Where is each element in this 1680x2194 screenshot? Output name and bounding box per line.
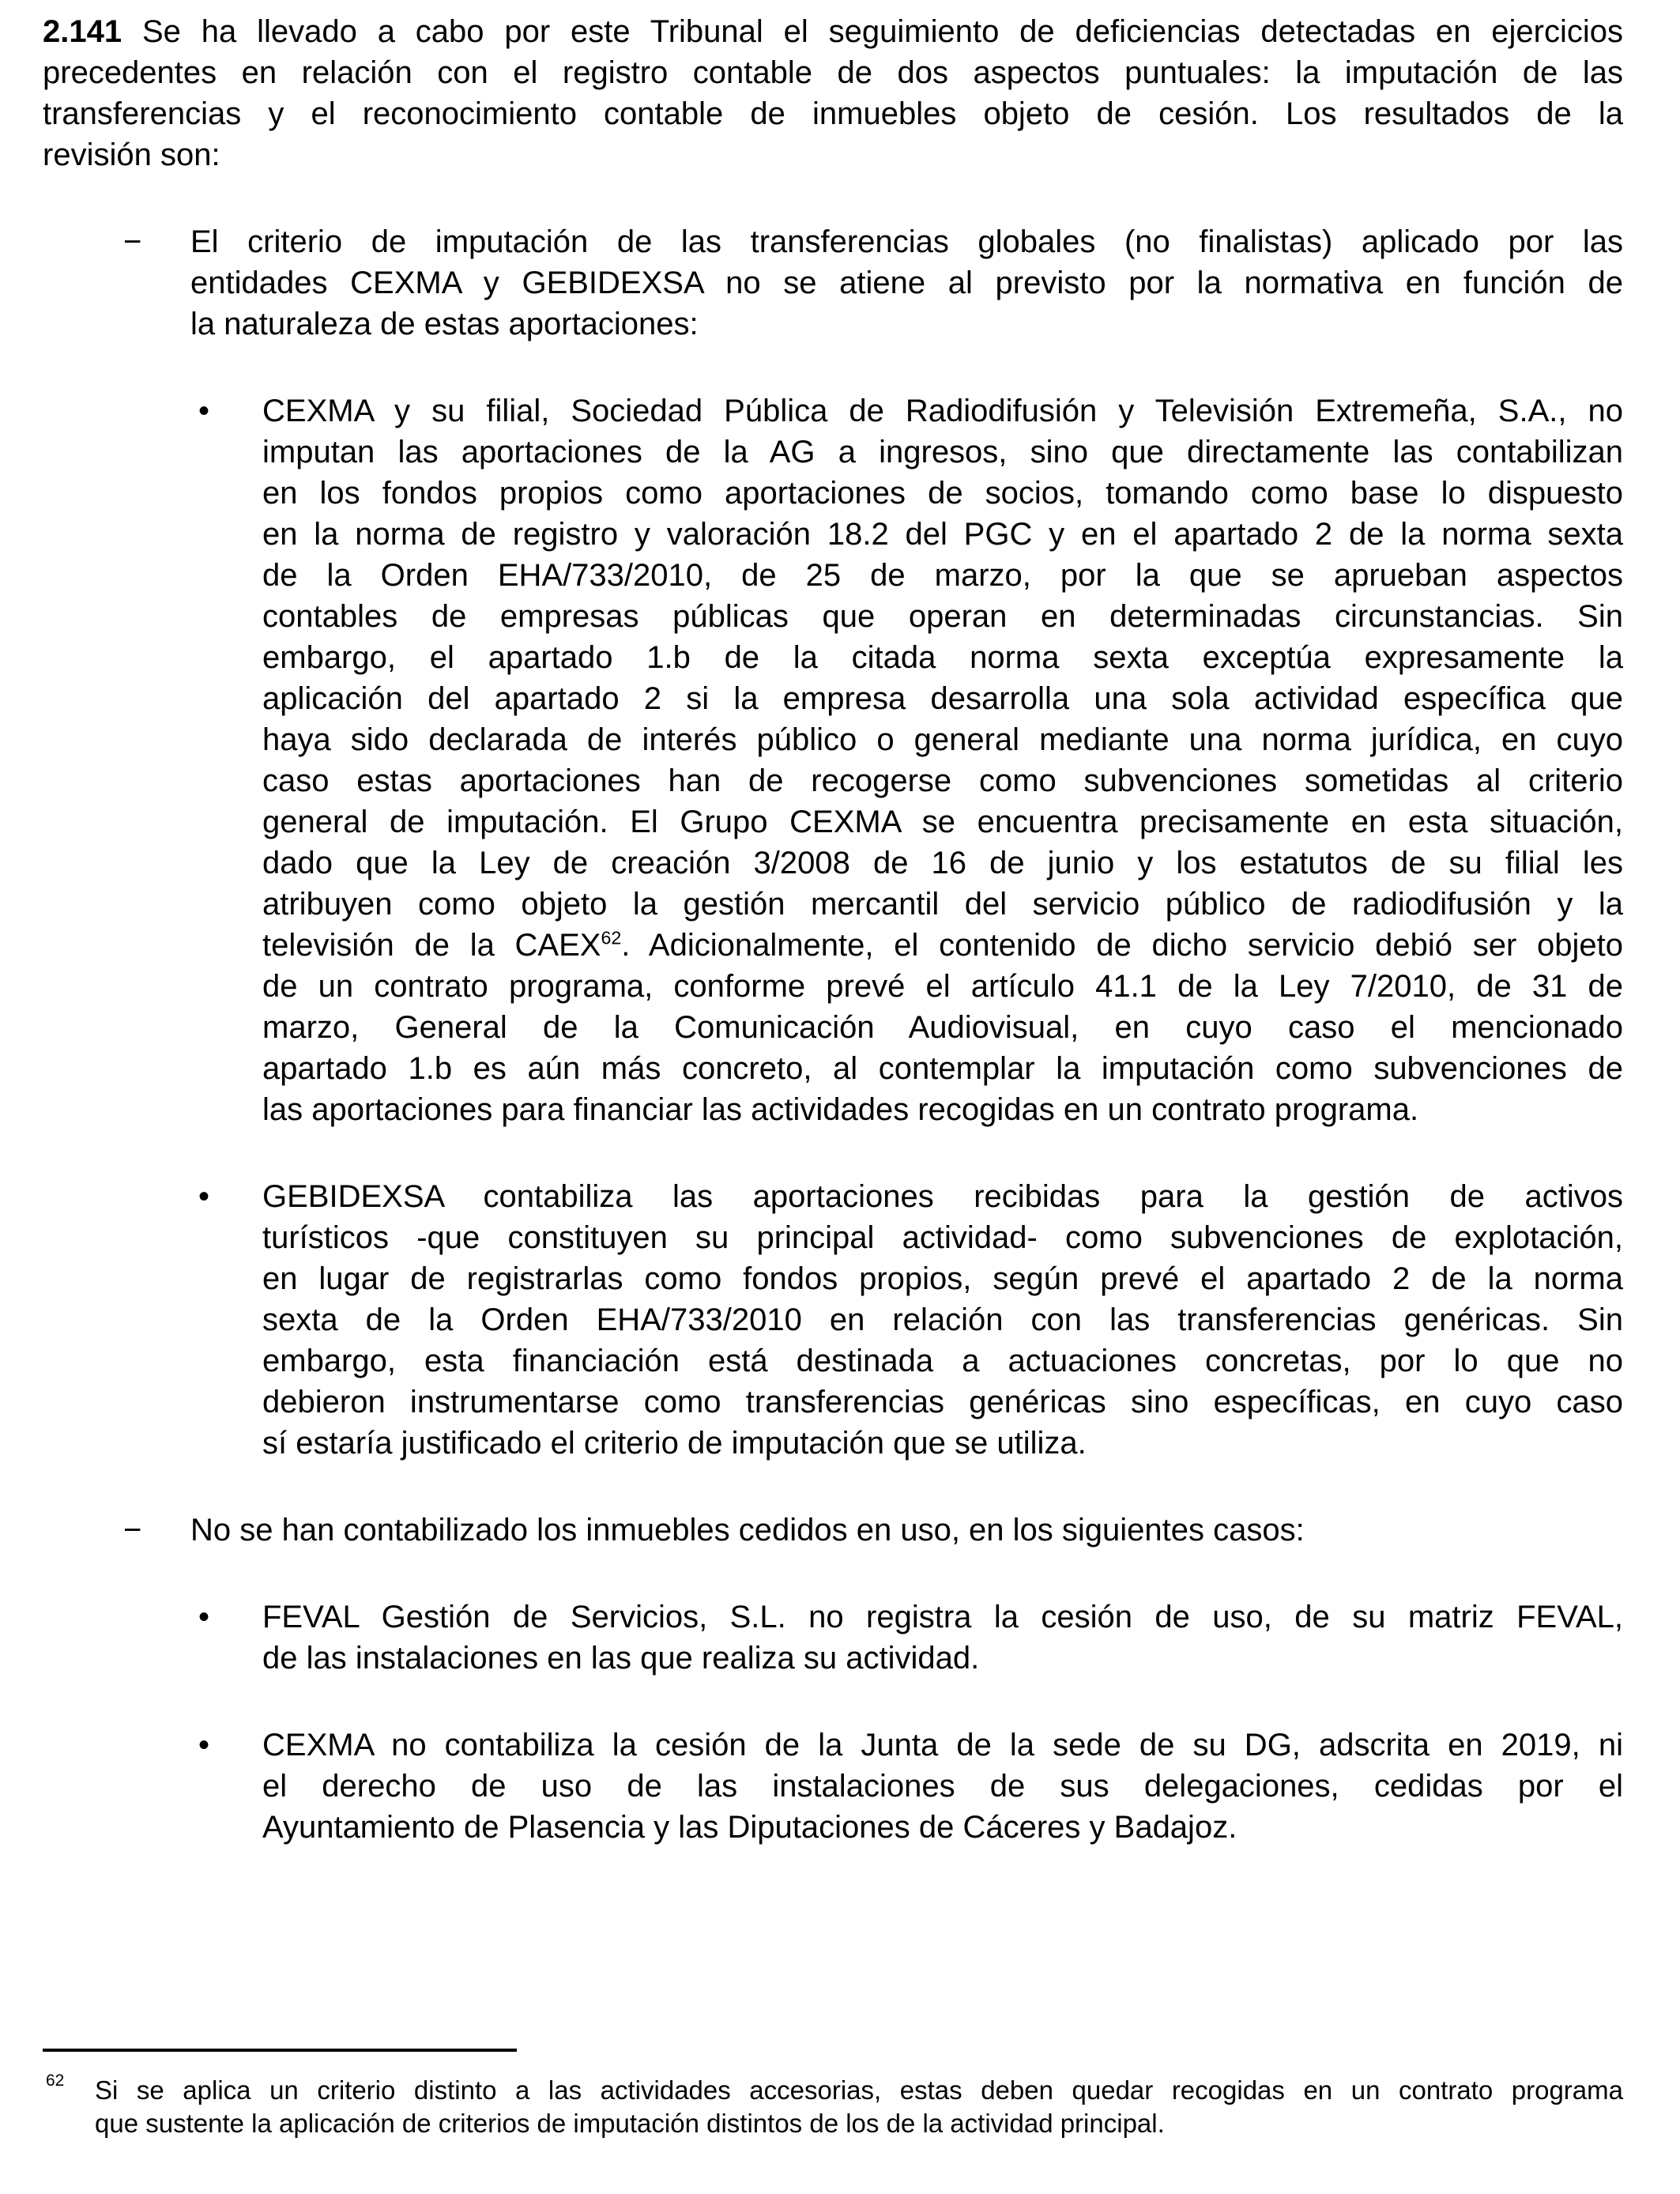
text-line: apartado 1.b es aún más concreto, al contemplar la imputación como subvenciones de xyxy=(262,1051,1623,1086)
text-line: sí estaría justificado el criterio de imputación que se utiliza. xyxy=(262,1426,1087,1461)
dash-marker: − xyxy=(123,1513,142,1547)
text-line: haya sido declarada de interés público o general mediante una norma jurídica, en cuyo xyxy=(262,722,1623,757)
list-item-dash xyxy=(43,221,1623,345)
text-line: CEXMA y su filial, Sociedad Pública de Radiodifusión y Televisión Extremeña, S.A., no xyxy=(262,394,1623,428)
list-item-bullet xyxy=(43,390,1623,1130)
bullet-marker: • xyxy=(198,1728,210,1762)
footnote-marker: 62 xyxy=(46,2071,65,2090)
bullet-marker: • xyxy=(198,1179,210,1214)
text-line: debieron instrumentarse como transferencias genéricas sino específicas, en cuyo caso xyxy=(262,1385,1623,1419)
bullet-marker: • xyxy=(198,394,210,428)
text-line: sexta de la Orden EHA/733/2010 en relación con las transferencias genéricas. Sin xyxy=(262,1302,1623,1337)
footnote-reference: 62 xyxy=(601,927,622,948)
text-line: contables de empresas públicas que operan en determinadas circunstancias. Sin xyxy=(262,599,1623,634)
text-line: en los fondos propios como aportaciones de socios, tomando como base lo dispuesto xyxy=(262,476,1623,511)
text-line: transferencias y el reconocimiento contable de inmuebles objeto de cesión. Los resultados de la xyxy=(43,96,1623,131)
text-line: turísticos -que constituyen su principal actividad- como subvenciones de explotación, xyxy=(262,1220,1623,1255)
footnote-line: Si se aplica un criterio distinto a las actividades accesorias, estas deben quedar recogidas en un contrato programa xyxy=(95,2075,1623,2105)
text-line: aplicación del apartado 2 si la empresa desarrolla una sola actividad específica que xyxy=(262,681,1623,716)
text-line: el derecho de uso de las instalaciones de sus delegaciones, cedidas por el xyxy=(262,1769,1623,1804)
text-line: dado que la Ley de creación 3/2008 de 16 de junio y los estatutos de su filial les xyxy=(262,846,1623,880)
text-line: atribuyen como objeto la gestión mercantil del servicio público de radiodifusión y la xyxy=(262,887,1623,922)
text-line: FEVAL Gestión de Servicios, S.L. no registra la cesión de uso, de su matriz FEVAL, xyxy=(262,1600,1623,1634)
text-line: embargo, el apartado 1.b de la citada norma sexta exceptúa expresamente la xyxy=(262,640,1623,675)
list-item-bullet xyxy=(43,1725,1623,1848)
bullet-marker: • xyxy=(198,1600,210,1634)
footnote-line: que sustente la aplicación de criterios de imputación distintos de los de la actividad principal. xyxy=(95,2109,1165,2138)
footnote-text xyxy=(95,2074,1623,2140)
text-line: de la Orden EHA/733/2010, de 25 de marzo, por la que se aprueban aspectos xyxy=(262,558,1623,593)
document-body xyxy=(43,11,1623,1848)
list-item-bullet xyxy=(43,1176,1623,1464)
text-line: de las instalaciones en las que realiza su actividad. xyxy=(262,1641,980,1676)
footnote-separator xyxy=(43,2049,517,2052)
text-line: de un contrato programa, conforme prevé el artículo 41.1 de la Ley 7/2010, de 31 de xyxy=(262,969,1623,1004)
text-line: precedentes en relación con el registro contable de dos aspectos puntuales: la imputación de las xyxy=(43,55,1623,90)
text-line: general de imputación. El Grupo CEXMA se encuentra precisamente en esta situación, xyxy=(262,805,1623,839)
text-line: en lugar de registrarlas como fondos propios, según prevé el apartado 2 de la norma xyxy=(262,1261,1623,1296)
text-line: El criterio de imputación de las transferencias globales (no finalistas) aplicado por las xyxy=(190,224,1623,259)
text-line: CEXMA no contabiliza la cesión de la Junta de la sede de su DG, adscrita en 2019, ni xyxy=(262,1728,1623,1762)
text-line: televisión de la CAEX$^{62}$. Adicionalmente, el contenido de dicho servicio debió ser objeto xyxy=(262,927,1623,963)
text-line: embargo, esta financiación está destinada a actuaciones concretas, por lo que no xyxy=(262,1344,1623,1378)
paragraph-number: 2.141 xyxy=(43,14,122,49)
text-line: No se han contabilizado los inmuebles cedidos en uso, en los siguientes casos: xyxy=(190,1513,1305,1547)
list-item-dash xyxy=(43,1510,1623,1551)
text-line: GEBIDEXSA contabiliza las aportaciones recibidas para la gestión de activos xyxy=(262,1179,1623,1214)
text-line: Ayuntamiento de Plasencia y las Diputaciones de Cáceres y Badajoz. xyxy=(262,1810,1237,1845)
text-line: en la norma de registro y valoración 18.2 del PGC y en el apartado 2 de la norma sexta xyxy=(262,517,1623,552)
paragraph xyxy=(43,11,1623,175)
text-line: marzo, General de la Comunicación Audiovisual, en cuyo caso el mencionado xyxy=(262,1010,1623,1045)
list-item-bullet xyxy=(43,1596,1623,1679)
text-line: las aportaciones para financiar las actividades recogidas en un contrato programa. xyxy=(262,1092,1419,1127)
text-line: caso estas aportaciones han de recogerse como subvenciones sometidas al criterio xyxy=(262,763,1623,798)
dash-marker: − xyxy=(123,224,142,259)
text-line: imputan las aportaciones de la AG a ingresos, sino que directamente las contabilizan xyxy=(262,435,1623,469)
text-line: 2.141 Se ha llevado a cabo por este Tribunal el seguimiento de deficiencias detectadas en ejercicios xyxy=(43,14,1623,49)
text-line: revisión son: xyxy=(43,138,220,172)
footnote-area xyxy=(43,2049,1623,2140)
text-line: entidades CEXMA y GEBIDEXSA no se atiene al previsto por la normativa en función de xyxy=(190,266,1623,300)
text-line: la naturaleza de estas aportaciones: xyxy=(190,307,699,341)
footnote xyxy=(43,2071,1623,2140)
